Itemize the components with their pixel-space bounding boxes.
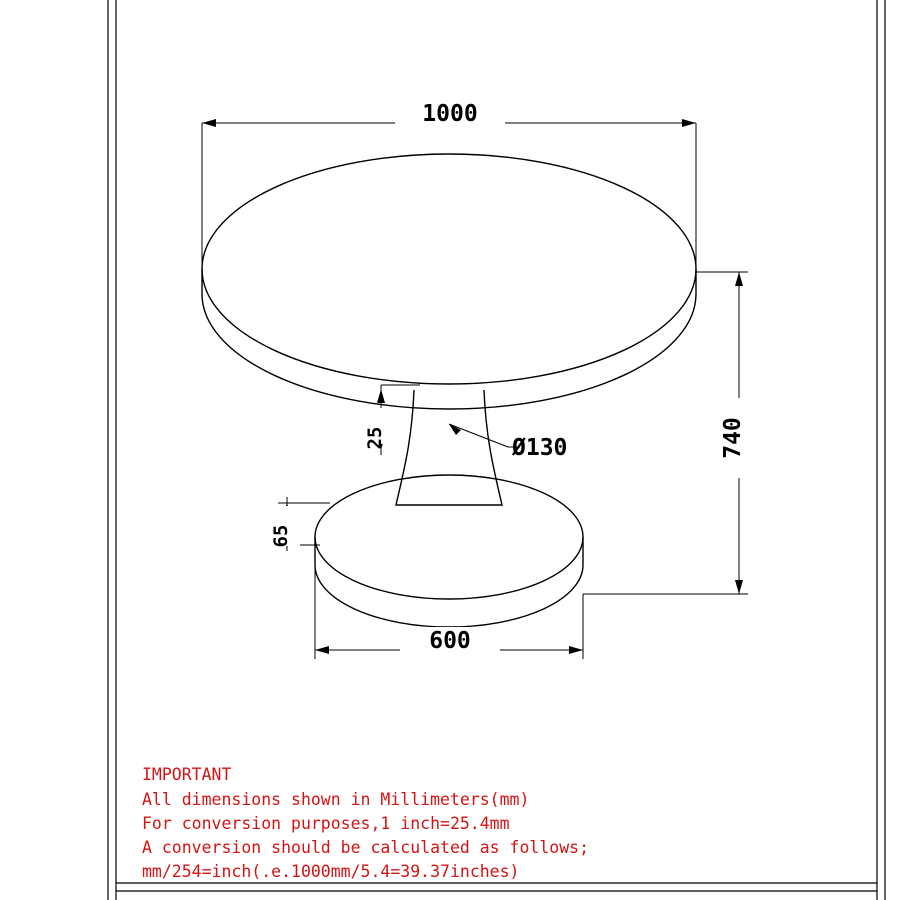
dimension-base-diameter [315,549,583,659]
important-notes [142,765,589,881]
dimension-base-thickness [270,497,330,551]
dimension-label-600: 600 [429,628,471,654]
dimension-label-1000: 1000 [422,101,478,127]
dimension-column-diameter [449,424,567,461]
notes-line-1: All dimensions shown in Millimeters(mm) [142,790,530,809]
dimension-label-65: 65 [270,524,292,548]
notes-heading: IMPORTANT [142,765,232,784]
notes-line-3: A conversion should be calculated as follows; [142,838,590,857]
notes-line-4: mm/254=inch(.e.1000mm/5.4=39.37inches) [142,862,520,881]
dimension-overall-height [583,272,754,594]
dimension-label-d130: Ø130 [512,435,568,461]
dimension-label-740: 740 [720,417,746,459]
dimension-label-25: 25 [364,426,386,450]
notes-line-2: For conversion purposes,1 inch=25.4mm [142,814,510,833]
dimension-top-diameter [202,100,696,272]
table-object [202,154,696,627]
